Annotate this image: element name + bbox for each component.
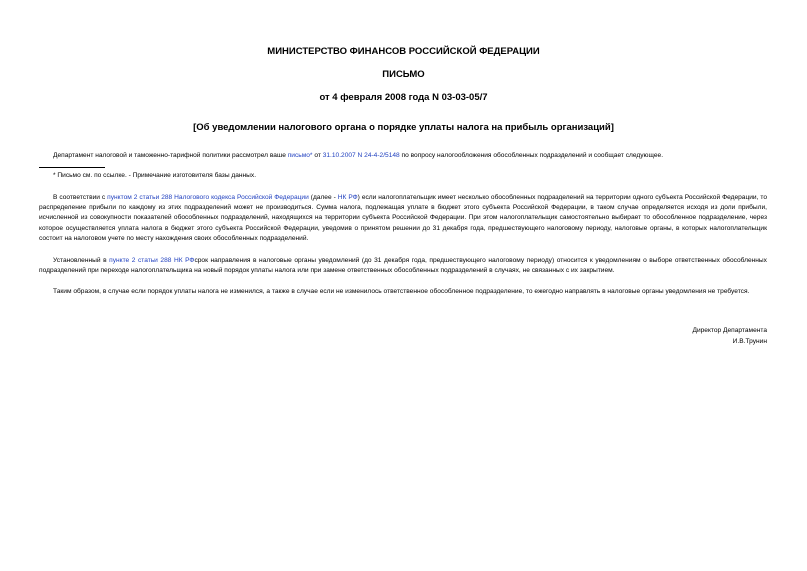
established-paragraph — [39, 256, 767, 276]
conclusion-paragraph: Таким образом, в случае если порядок уплаты налога не изменился, а также в случае если не изменилось ответственное обособленное подразделение, то ежегодно направлять в налоговые органы уведомления не требуется. — [53, 288, 750, 295]
ministry-heading: МИНИСТЕРСТВО ФИНАНСОВ РОССИЙСКОЙ ФЕДЕРАЦИИ — [267, 46, 540, 57]
signatory-position: Директор Департамента — [692, 327, 767, 334]
tax-code-article-link[interactable]: пунктом 2 статьи 288 Налогового кодекса Российской Федерации — [107, 194, 309, 201]
main-text-mid: (далее - — [308, 194, 338, 201]
main-text-after: ) если налогоплательщик имеет несколько обособленных подразделений на территории одного субъекта Российской Федерации, то распределение прибыли по каждому из этих подразделений может не производиться. Сумма налога, подлежащая уплате в бюджет этого субъекта Российской Федерации, в таком случае определяется исходя из доли прибыли, исчисленной из совокупности показателей обособленных подразделений, находящихся на территории субъекта Российской Федерации. При этом налогоплательщик самостоятельно выбирает то обособленное подразделение, через которое осуществляется уплата налога в бюджет этого субъекта Российской Федерации, уведомив о принятом решении до 31 декабря года, предшествующего налоговому периоду, налоговые органы, в которых налогоплательщик состоит на налоговом учете по месту нахождения своих обособленных подразделений. — [39, 194, 768, 242]
main-paragraph — [39, 193, 767, 244]
footnote-divider — [39, 167, 105, 168]
document-date-number: от 4 февраля 2008 года N 03-03-05/7 — [319, 92, 488, 103]
article-288-link[interactable]: пункте 2 статьи 288 НК РФ — [109, 257, 195, 264]
signatory-name: И.В.Трунин — [732, 338, 767, 345]
intro-text-after: по вопросу налогообложения обособленных подразделений и сообщает следующее. — [399, 152, 664, 159]
nk-rf-link[interactable]: НК РФ — [337, 194, 358, 201]
letter-link[interactable]: письмо* — [287, 152, 313, 159]
letter-date-link[interactable]: 31.10.2007 N 24-4-2/5148 — [322, 152, 400, 159]
intro-paragraph — [39, 151, 767, 161]
established-text-after: срок направления в налоговые органы уведомлений (до 31 декабря года, предшествующего налоговому периоду) относится к уведомлениям о выборе ответственных обособленных подразделений при переходе налогоплательщика на новый порядок уплаты налога или при замене ответственных обособленных подразделений в случаях, не связанных с их закрытием. — [39, 257, 767, 275]
document-type-heading: ПИСЬМО — [382, 69, 425, 80]
intro-text-mid: от — [312, 152, 323, 159]
intro-text-before: Департамент налоговой и таможенно-тарифной политики рассмотрел ваше — [53, 152, 288, 159]
footnote-paragraph: * Письмо см. по ссылке. - Примечание изготовителя базы данных. — [53, 172, 257, 179]
established-text-before: Установленный в — [53, 257, 110, 264]
main-text-before: В соответствии с — [53, 194, 108, 201]
document-subject: [Об уведомлении налогового органа о порядке уплаты налога на прибыль организаций] — [193, 122, 614, 133]
